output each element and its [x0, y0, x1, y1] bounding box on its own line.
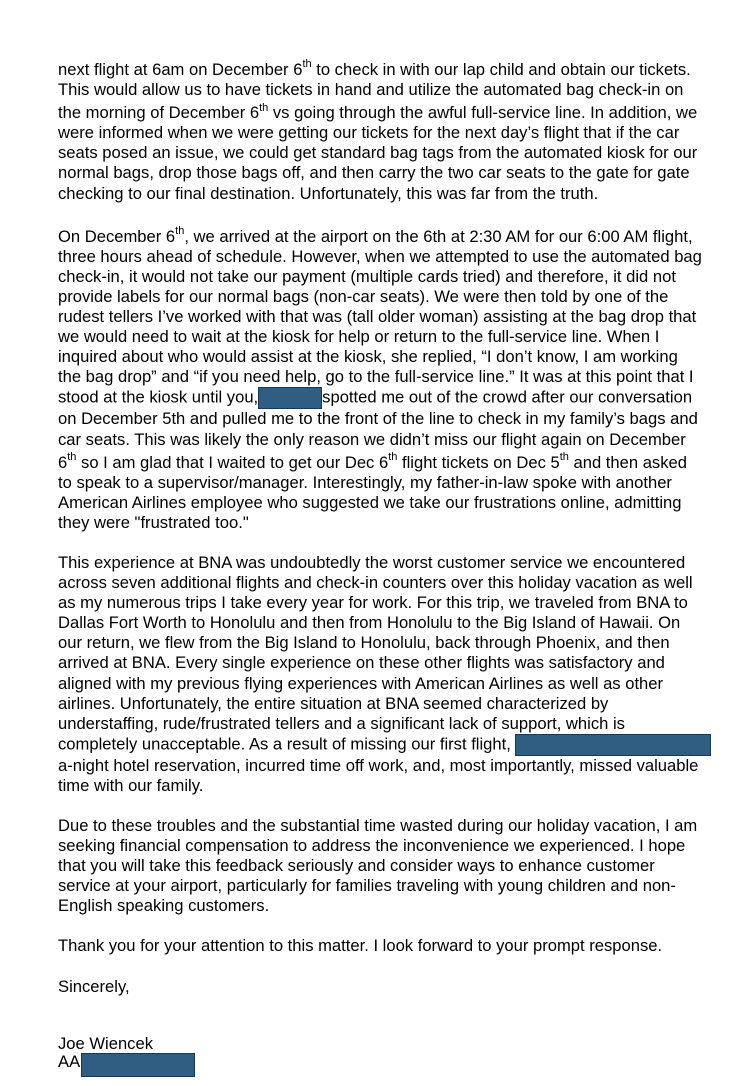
- redaction-box: [515, 734, 711, 756]
- text-line: This experience at BNA was undoubtedly the worst customer service we encountered: [58, 552, 686, 572]
- text-line: the morning of December 6th vs going through the awful full-service line. In addition, we: [58, 101, 698, 123]
- text-line: Due to these troubles and the substantial time wasted during our holiday vacation, I am: [58, 816, 698, 835]
- text-line: understaffing, rude/frustrated tellers and a significant lack of support, which is: [58, 713, 625, 733]
- paragraph-compensation: [58, 816, 752, 916]
- paragraph-airport-events: [58, 227, 752, 533]
- text-line: arrived at BNA. Every single experience on these other flights was satisfactory and: [58, 653, 665, 673]
- text-line: that you will take this feedback seriously and consider ways to enhance customer: [58, 856, 655, 876]
- text-line: normal bags, drop those bags off, and then carry the two car seats to the gate for gate: [58, 163, 690, 183]
- text-line: our return, we flew from the Big Island to Honolulu, back through Phoenix, and then: [58, 633, 670, 653]
- text-line: they were "frustrated too.": [58, 512, 249, 532]
- redaction-box: [258, 387, 322, 409]
- thank-you-line: Thank you for your attention to this matter. I look forward to your prompt response.: [58, 936, 663, 956]
- text-line: to speak to a supervisor/manager. Interestingly, my father-in-law spoke with another: [58, 472, 672, 492]
- text-line: checking to our final destination. Unfortunately, this was far from the truth.: [58, 183, 599, 203]
- signature-name: Joe Wiencek: [58, 1033, 153, 1053]
- text-line: time with our family.: [58, 775, 204, 795]
- text-line: on December 5th and pulled me to the front of the line to check in my family’s bags and: [58, 409, 698, 429]
- text-line: check-in, it would not take our payment (multiple cards tried) and therefore, it did not: [58, 266, 676, 286]
- text-line: rudest tellers I’ve worked with that was (tall older woman) assisting at the bag drop that: [58, 307, 697, 327]
- paragraph-kiosk-plan: [58, 60, 752, 204]
- redaction-box: [81, 1053, 195, 1077]
- text-line: we would need to wait at the kiosk for help or return to the full-service line. When I: [58, 327, 660, 347]
- text-line: Dallas Fort Worth to Honolulu and then from Honolulu to the Big Island of Hawaii. On: [58, 613, 681, 633]
- text-line: airlines. Unfortunately, the entire situation at BNA seemed characterized by: [58, 693, 609, 713]
- text-line: three hours ahead of schedule. However, when we attempted to use the automated bag: [58, 246, 702, 266]
- signature-aa-number: AA: [58, 1053, 752, 1077]
- text-line: aligned with my previous flying experiences with American Airlines as well as other: [58, 673, 664, 693]
- paragraph-experience: [58, 553, 752, 796]
- text-line: completely unacceptable. As a result of missing our first flight,: [58, 734, 750, 756]
- text-line: next flight at 6am on December 6th to check in with our lap child and obtain our tickets.: [58, 58, 691, 79]
- text-line: seeking financial compensation to address the inconvenience we experienced. I hope: [58, 836, 686, 856]
- text-line: seats posed an issue, we could get standard bag tags from the automated kiosk for our: [58, 143, 698, 163]
- text-line: car seats. This was likely the only reason we didn’t miss our flight again on December: [58, 429, 686, 449]
- text-line: 6th so I am glad that I waited to get our Dec 6th flight tickets on Dec 5th and then asked: [58, 451, 687, 472]
- text-line: inquired about who would assist at the kiosk, she replied, “I don’t know, I am working: [58, 347, 678, 367]
- text-line: across seven additional flights and check-in counters over this holiday vacation as well: [58, 573, 693, 593]
- text-line: a-night hotel reservation, incurred time off work, and, most importantly, missed valuable: [58, 755, 699, 775]
- text-line: service at your airport, particularly for families traveling with young children and non-: [58, 876, 676, 896]
- text-line: the bag drop” and “if you need help, go to the full-service line.” It was at this point that I: [58, 367, 694, 387]
- text-line: English speaking customers.: [58, 896, 270, 916]
- text-line: This would allow us to have tickets in hand and utilize the automated bag check-in on: [58, 80, 684, 100]
- text-line: stood at the kiosk until you, spotted me out of the crowd after our conversation: [58, 387, 750, 409]
- text-line: as my numerous trips I take every year for work. For this trip, we traveled from BNA to: [58, 593, 688, 613]
- text-line: American Airlines employee who suggested we take our frustrations online, admitting: [58, 492, 682, 512]
- text-line: provide labels for our normal bags (non-car seats). We were then told by one of the: [58, 286, 669, 306]
- text-line: were informed when we were getting our tickets for the next day’s flight that if the car: [58, 123, 680, 143]
- text-line: On December 6th, we arrived at the airport on the 6th at 2:30 AM for our 6:00 AM flight,: [58, 225, 693, 246]
- closing: Sincerely,: [58, 976, 130, 996]
